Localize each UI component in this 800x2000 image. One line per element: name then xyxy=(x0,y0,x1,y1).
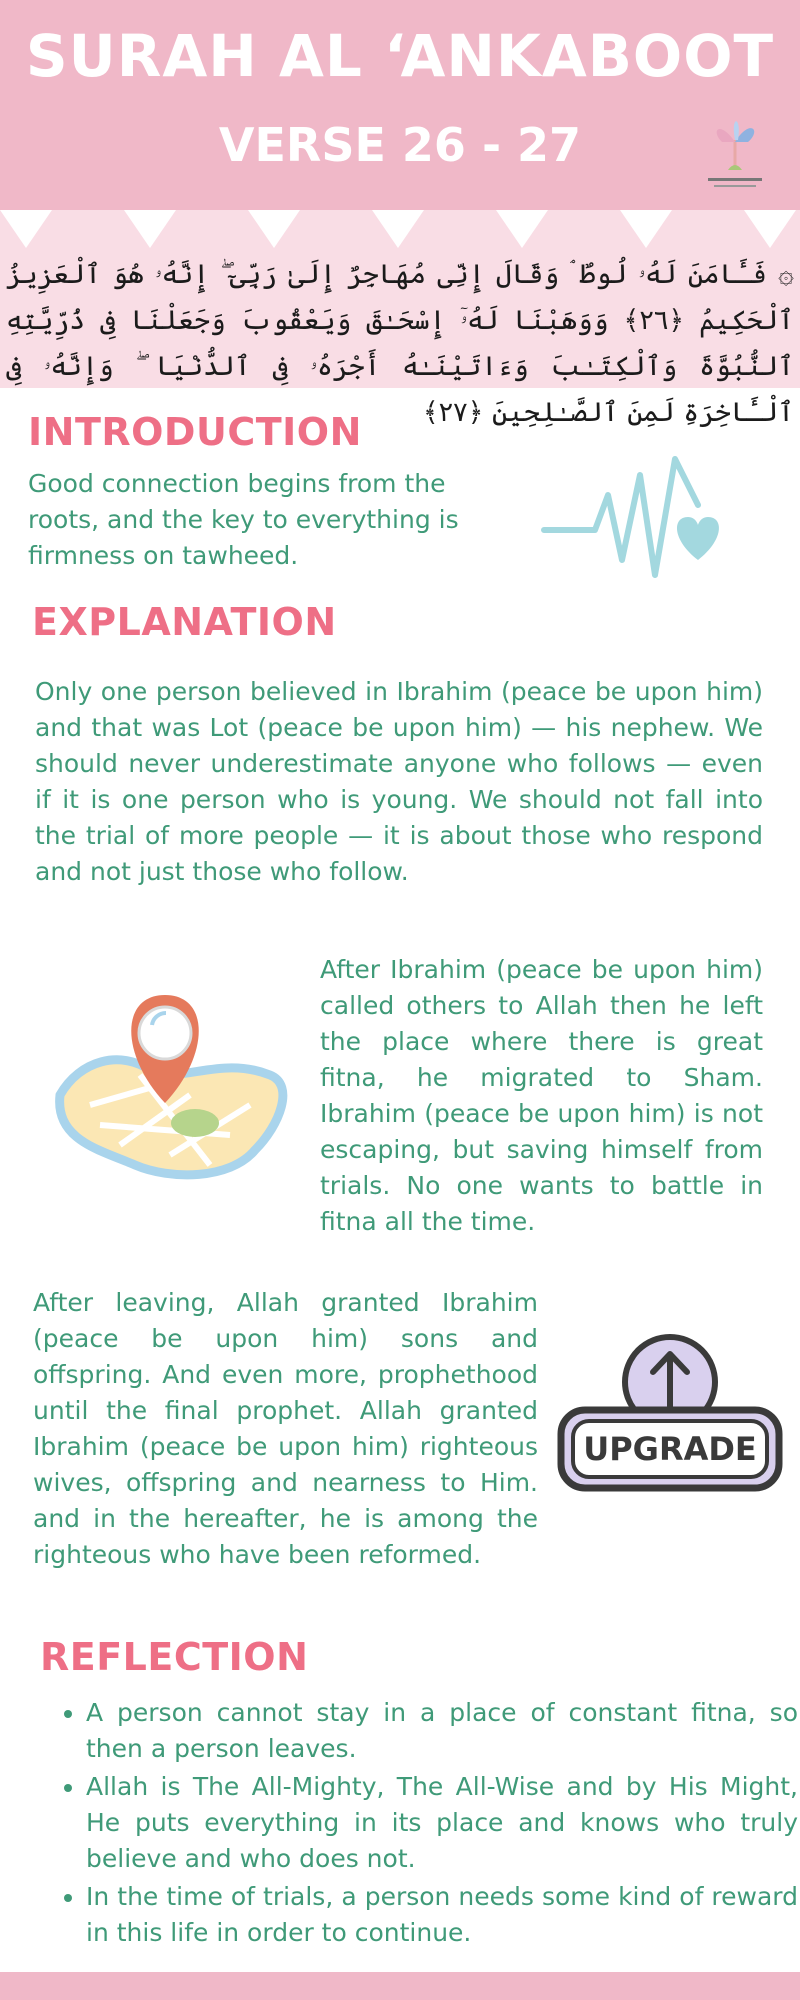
quran-verse-text: ۞ فَـَٔامَنَ لَهُۥ لُوطٌ ۘ وَقَالَ إِنِّى مُهَاجِرٌ إِلَىٰ رَبِّىٓ ۖ إِنَّهُۥ هُوَ ٱلْعَزِيزُ ٱلْحَكِيمُ ﴿٢٦﴾ وَوَهَبْنَا لَهُۥٓ إِسْحَـٰقَ وَيَعْقُوبَ وَجَعَلْنَا فِى ذُرِّيَّتِهِ ٱلنُّبُوَّةَ وَٱلْكِتَـٰبَ وَءَاتَيْنَـٰهُ أَجْرَهُۥ فِى ٱلدُّنْيَا ۖ وَإِنَّهُۥ فِى ٱلْـَٔاخِرَةِ لَمِنَ ٱلصَّـٰلِحِينَ ﴿٢٧﴾ xyxy=(6,259,794,428)
reflection-item: • Allah is The All-Mighty, The All-Wise and by His Might, He puts everything in its place and knows who truly believe and who does not. xyxy=(86,1769,798,1877)
upgrade-label: UPGRADE xyxy=(583,1430,757,1468)
reflection-list xyxy=(50,1695,798,1953)
reflection-item: • A person cannot stay in a place of constant fitna, so then a person leaves. xyxy=(86,1695,798,1767)
footer-bar xyxy=(0,1972,800,2000)
logo-icon xyxy=(700,110,770,200)
page-subtitle: VERSE 26 - 27 xyxy=(218,118,582,172)
verse-band xyxy=(0,210,800,428)
page-title: SURAH AL ‘ANKABOOT xyxy=(25,22,775,90)
explanation-paragraph-3: After leaving, Allah granted Ibrahim (peace be upon him) sons and offspring. And even more, prophethood until the final prophet. Allah granted Ibrahim (peace be upon him) righteous wives, offspring and nearness to Him. and in the hereafter, he is among the righteous who have been reformed. xyxy=(33,1288,538,1569)
explanation-paragraph-1: Only one person believed in Ibrahim (peace be upon him) and that was Lot (peace be upon him) — his nephew. We should never underestimate anyone who follows — even if it is one person who is young. We should not fall into the trial of more people — it is about those who respond and not just those who follow. xyxy=(35,677,763,886)
reflection-heading: REFLECTION xyxy=(40,1635,309,1679)
reflection-item: • In the time of trials, a person needs some kind of reward in this life in order to continue. xyxy=(86,1879,798,1951)
triangle-border xyxy=(0,210,800,248)
header-banner xyxy=(0,0,800,210)
map-pin-icon xyxy=(40,975,300,1205)
introduction-text: Good connection begins from the roots, and the key to everything is firmness on tawheed. xyxy=(28,469,459,570)
introduction-heading: INTRODUCTION xyxy=(28,410,362,454)
explanation-paragraph-2: After Ibrahim (peace be upon him) called others to Allah then he left the place where there is great fitna, he migrated to Sham. Ibrahim (peace be upon him) is not escaping, but saving himself from trials. No one wants to battle in fitna all the time. xyxy=(320,955,763,1236)
heartbeat-icon xyxy=(540,455,730,590)
upgrade-icon xyxy=(555,1330,785,1495)
explanation-heading: EXPLANATION xyxy=(32,600,337,644)
